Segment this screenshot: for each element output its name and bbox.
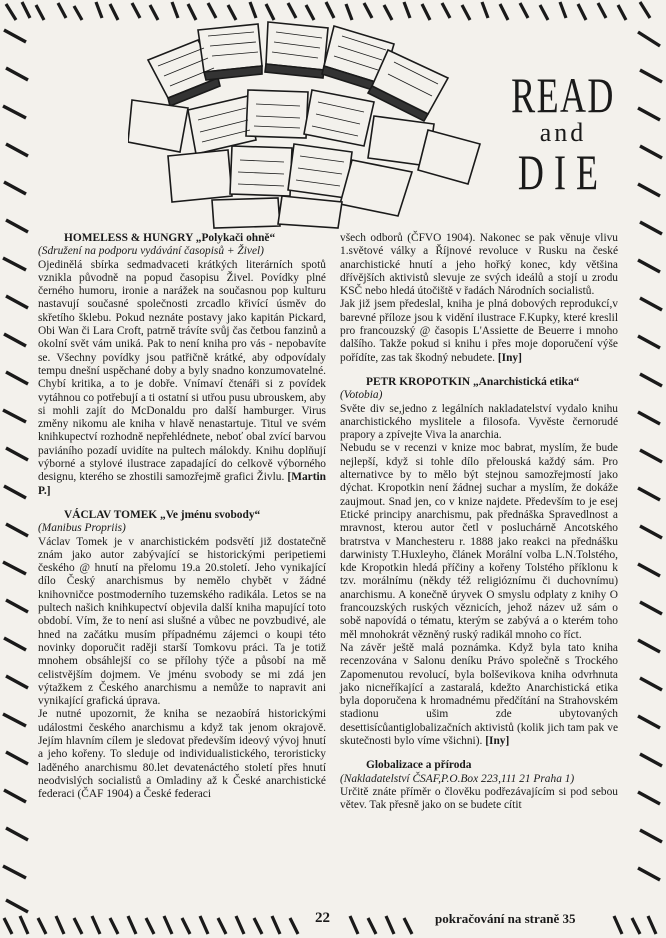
article-body-continued: Je nutné upozornit, že kniha se nezaobírá historickými událostmi českého anarchismu a když tak jenom okrajově. Jejím hlavním cílem je sledovat především ideový vývoj hnutí a jeho kořeny. To sleduje od individualistického, teroristicky laděného anarchismu 80.let devatenáctého století přes hnutí neodvislých socialistů a Omladiny až k České anarchistické federaci (ČAF 1904) a České federaci	[38, 708, 326, 801]
border-right-decoration	[634, 20, 666, 915]
pile-of-books-illustration	[128, 20, 488, 230]
article-homeless-hungry	[38, 232, 326, 498]
border-left-decoration	[0, 20, 34, 915]
article-subtitle: (Sdružení na podporu vydávání časopisů + Živel)	[38, 245, 264, 258]
article-globalizace	[340, 759, 618, 812]
article-title: PETR KROPOTKIN „Anarchistická etika“	[366, 375, 580, 388]
page-number: 22	[312, 910, 333, 927]
title-and: and	[539, 118, 587, 147]
article-body: všech odborů (ČFVO 1904). Nakonec se pak věnuje vlivu 1.světové války a Říjnové revoluce v Rusku na české anarchistické hnutí a jeho hořký konec, kdy většina dřívějších aktivistů slevuje ze svých ideálů a stojí u zrodu KSČ nebo hledá útočiště v řadách Národních socialistů.	[340, 232, 618, 298]
article-title: HOMELESS & HUNGRY „Polykači ohně“	[64, 232, 276, 244]
article-title: Globalizace a příroda	[366, 759, 472, 772]
article-body-conclusion: Na závěr ještě malá poznámka. Když byla tato kniha recenzována v Salonu deníku Právo společně s Trockého Zapomenutou revolucí, byla bolševikova kniha odvrhnuta jako nicneříkající a zastaralá, kdežto Anarchistická etika byla doporučena k hromadnému předčítání na Strahovském stadionu ušim zde ubytovaných desettisícůantiglobalizačních aktivistů (kolik jich tam pak ve skutečnosti bylo víme všichni). [Iny]	[340, 641, 618, 747]
title-read: READ	[511, 67, 615, 123]
article-body: Václav Tomek je v anarchistickém podsvětí již dostatečně znám jako autor zabývající se historickými peripetiemi českého @ hnutí na přelomu 19.a 20.století. Jeho vynikající dílo Český anarchismus by nemělo chybět v žádné knihovničce postmoderního tuzemského radikála. Letos se na pultech našich knihkupectví objevila další kniha mapující toto období. Vím, že to není asi slušné a vůbec ne povzbudivé, ale hned na začátku musím případnému zájemci o koupi této novinky doporučit raději starší Tomkovu práci. Ta je totiž mnohem obsáhlejší co se přílohy týče a působí na mě celistvějším dojmem. Ve jménu svobody se mi zdá jen výtažkem z Českého anarchismu a nemůže to napravit ani vynikající grafická úprava.	[38, 535, 326, 708]
article-subtitle: (Manibus Propriis)	[38, 522, 126, 535]
article-body: Určitě znáte příměr o člověku podřezávajícím si pod sebou větev. Tak přesně jako on se budete cítit	[340, 785, 618, 812]
article-body: Světe div se,jedno z legálních nakladatelství vydalo knihu anarchistického myslitele a filosofa. Vyvěste černorudé prapory a zpívejte Viva la anarchia.	[340, 402, 618, 442]
article-signature: [Martin P.]	[38, 471, 326, 497]
article-signature: [Iny]	[485, 734, 510, 747]
article-tomek-continued	[340, 232, 618, 365]
left-column	[38, 232, 326, 801]
article-body: Ojedinělá sbírka sedmadvaceti krátkých literárních spotů vznikla původně na popud časopisu Živel. Povídky plné černého humoru, ironie a narážek na současnou pop kulturu nastavují současné společnosti zrcadlo křivící úsměv do skřetího šklebu. Pokud neznáte postavy jako kapitán Pickard, Obi Wan či Lara Croft, patrně trávíte svůj čas četbou fanzinů a okolní svět vám uniká. Pak to není kniha pro vás - nepobavíte se. Všechny povídky jsou patřičně krátké, aby odpovídaly tempu dnešní uspěchané doby a byly snadno konzumovatelné. Chybí kritika, a to je dobře. Vnímaví čtenáři si z povídek vytáhnou co potřebují a ti ostatní si utřou pusu ubrouskem, aby si mohli zajít do McDonaldu pro další hamburger. Virus změny nikomu ale kniha v hlavě nenastartuje. Titul ve svém knihkupectví rozhodně nepřehlédnete, neboť obal zvící barvou paviáního pozadí uvidíte na pultech málokdy. Knihu doplňují výborné a stylové ilustrace zapadající do celkově výborného designu, kterého se zhostili samozřejmě grafici Živlu. [Martin P.]	[38, 258, 326, 497]
continuation-note: pokračování na straně 35	[432, 911, 578, 927]
title-die: DIE	[517, 144, 609, 200]
article-subtitle: (Votobia)	[340, 389, 383, 402]
article-vaclav-tomek	[38, 509, 326, 802]
article-body-continued: Jak již jsem předeslal, kniha je plná dobových reprodukcí,v barevné příloze jsou k vidění ilustrace F.Kupky, které kreslil pro francouzský @ časopis L'Assiette de Beuerre i mnoho dalšího. Takže pokud si knihu i přes moje doporučení výše pořídíte, zas tak škodný nebudete. [Iny]	[340, 298, 618, 364]
article-subtitle: (Nakladatelství ČSAF,P.O.Box 223,111 21 Praha 1)	[340, 772, 575, 785]
right-column	[340, 232, 618, 812]
article-signature: [Iny]	[497, 351, 522, 364]
article-kropotkin	[340, 376, 618, 748]
article-body-continued: Nebudu se v recenzi v knize moc babrat, myslím, že bude nejlepší, když si tohle dílo přelouská každý sám. Pro alternativce by to mělo být stejnou samozřejmostí jako dýchat. Kropotkin není žádnej suchar a myslím, že dokáže zaujmout. Snad jen, co v knize najdete. Především to je esej Etické principy anarchismu, pak přednáška Spravedlnost a mravnost, kterou autor četl v posluchárně Ancotského bratrstva v Manchesteru r. 1888 jako reakci na přednášku darwinisty T.Huxleyho, článek Morální volba L.N.Tolstého, kde Kropotkin hledá příčiny a kořeny Tolstého příklonu k tzv. morálnímu (někdy též religióznímu či duchovnímu) anarchismu. A konečně úryvek O smyslu odplaty z knihy O francouzských ruských věznicích, jehož název už sám o sobě napovídá o tématu, kterým se zabývá a o kterém toho měl mnohokrát vězněný ruský radikál mnoho co říct.	[340, 442, 618, 641]
page-title	[488, 67, 638, 200]
article-title: VÁCLAV TOMEK „Ve jménu svobody“	[64, 508, 261, 521]
